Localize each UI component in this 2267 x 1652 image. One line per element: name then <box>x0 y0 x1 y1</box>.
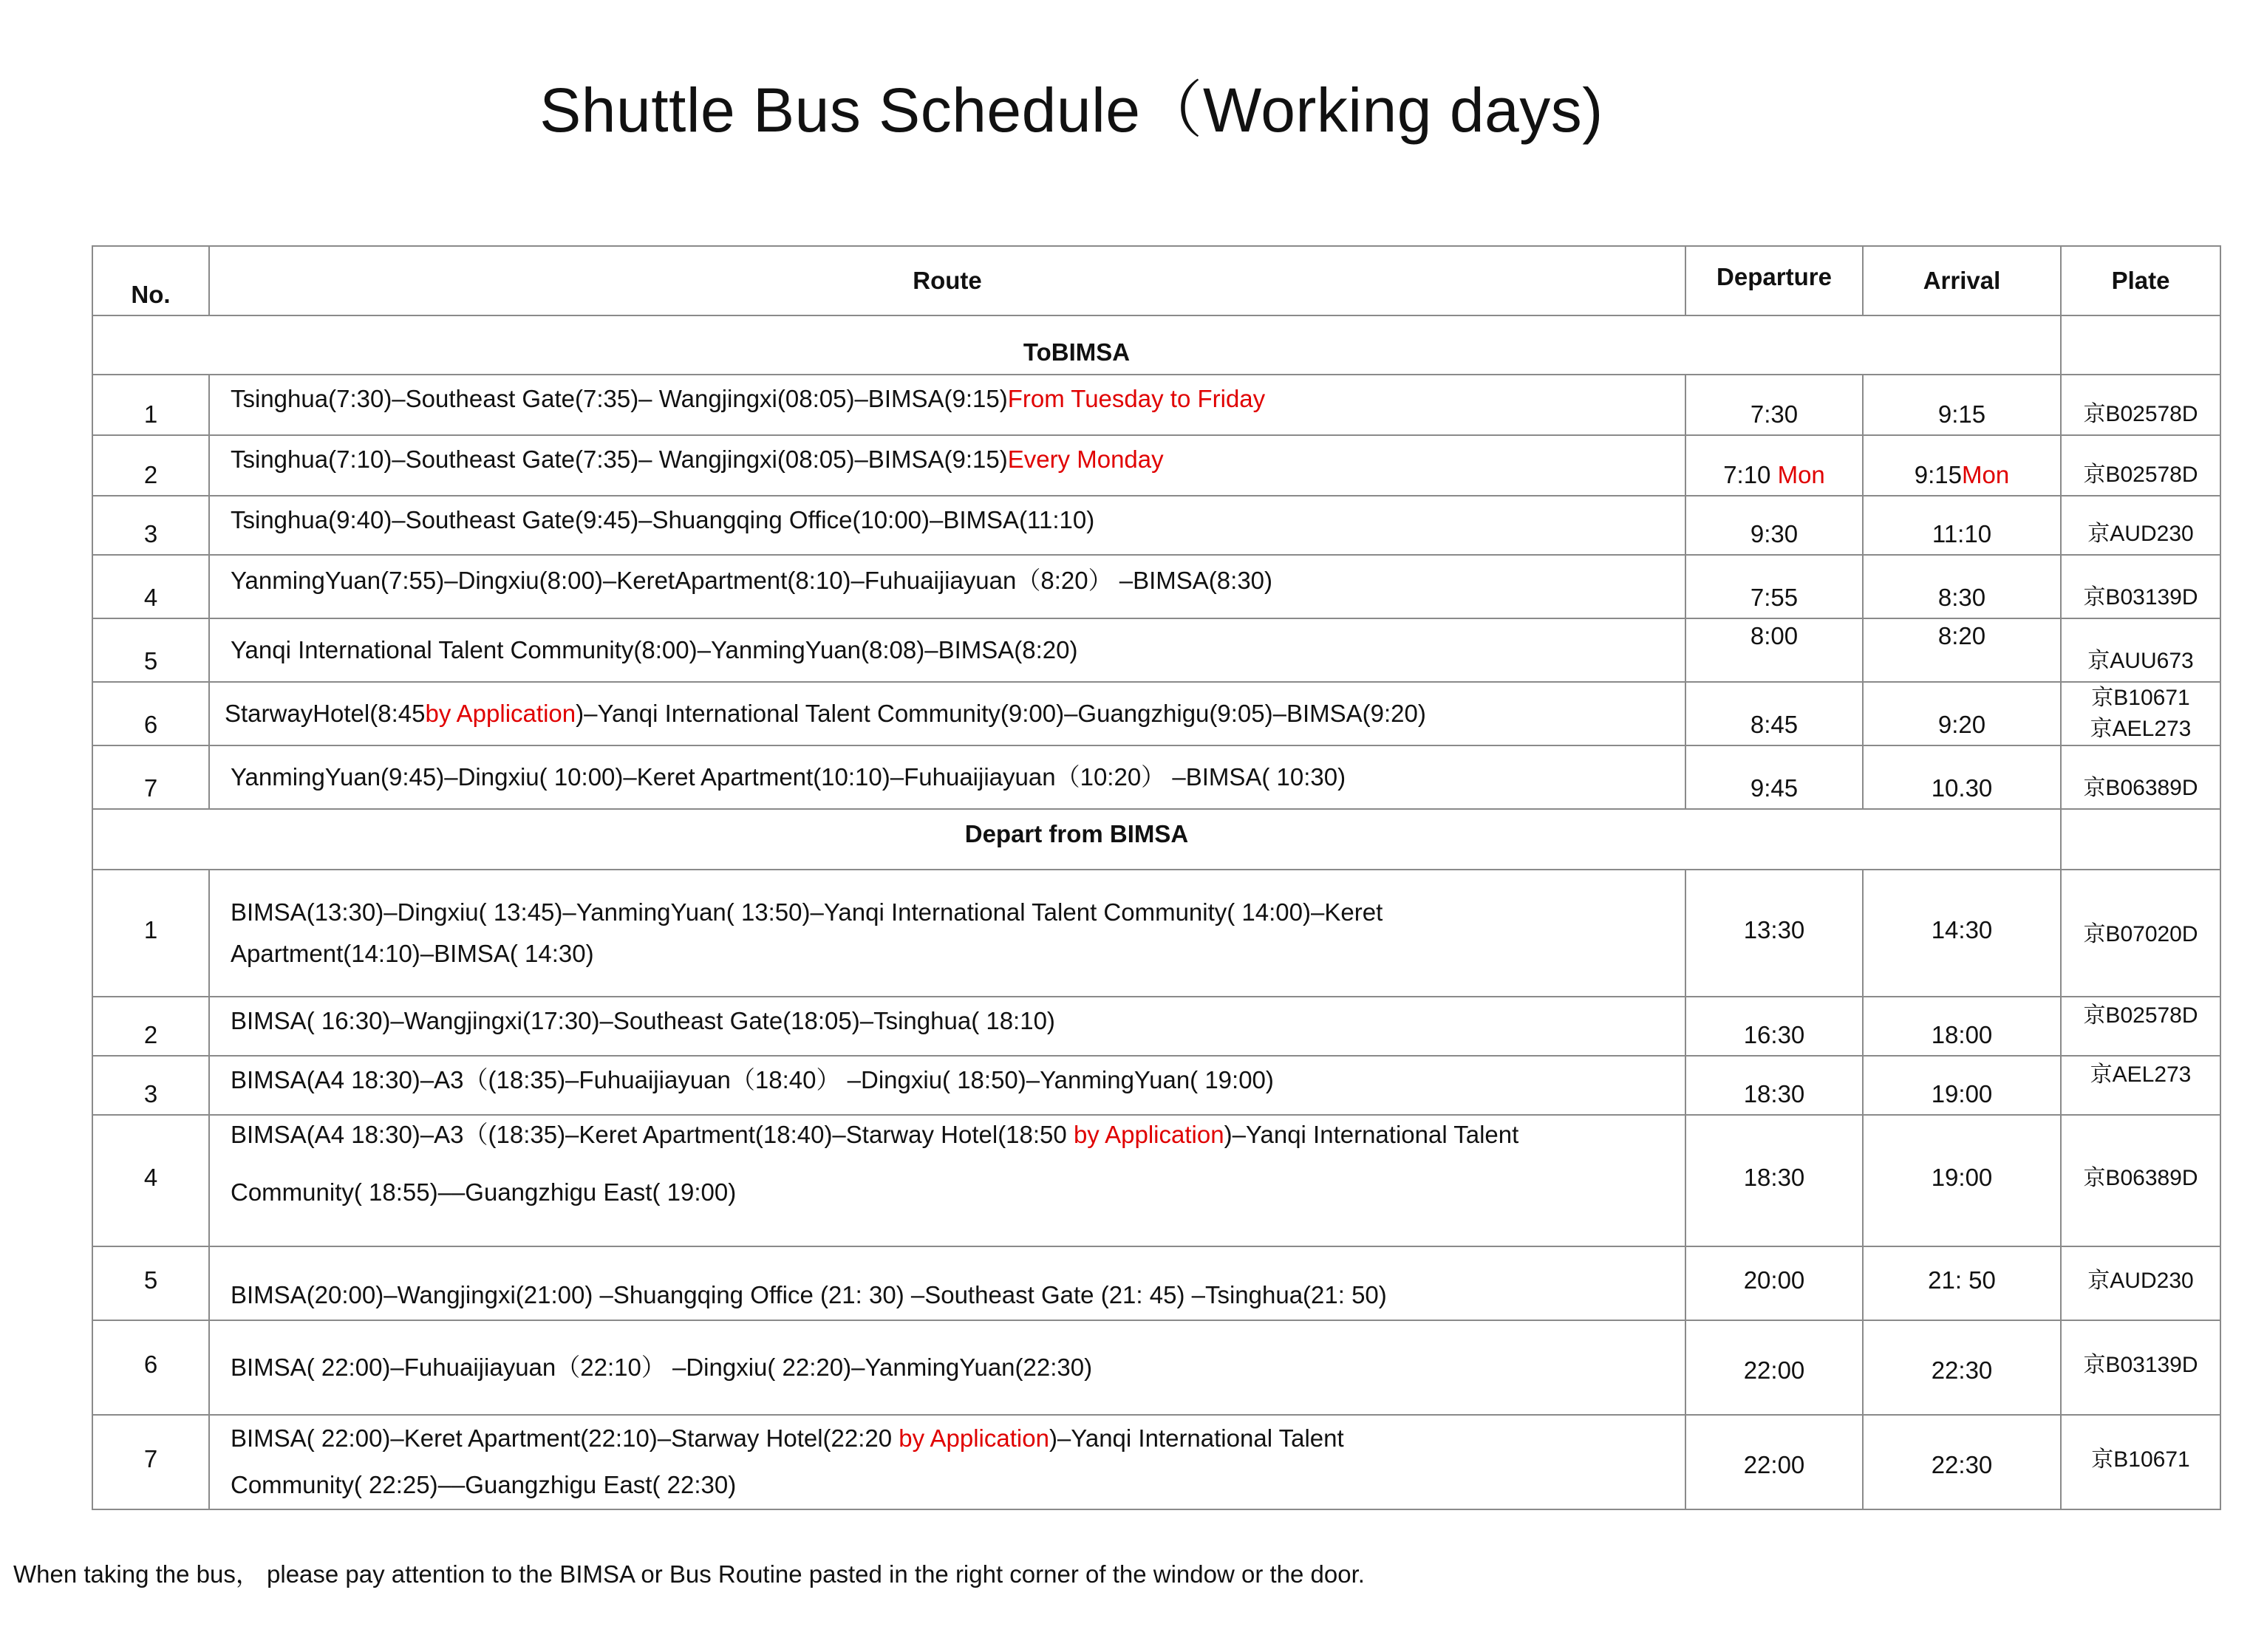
route-text: Tsinghua(7:10)–Southeast Gate(7:35)– Wangjingxi(08:05)–BIMSA(9:15) <box>231 446 1008 473</box>
schedule-table <box>92 245 2221 1510</box>
table-row <box>92 997 2220 1056</box>
row-number: 4 <box>92 1115 209 1246</box>
row-number: 6 <box>92 682 209 745</box>
page-title: Shuttle Bus Schedule（Working days) <box>539 75 1603 145</box>
arrival-time: 8:30 <box>1863 555 2061 618</box>
arrival-time: 11:10 <box>1863 496 2061 555</box>
arrival-time: 19:00 <box>1863 1056 2061 1115</box>
row-number: 4 <box>92 555 209 618</box>
plate-number: 京B02578D <box>2061 997 2220 1056</box>
plate-number: 京AUD230 <box>2061 496 2220 555</box>
row-number: 3 <box>92 1056 209 1115</box>
table-row <box>92 1115 2220 1246</box>
table-row <box>92 555 2220 618</box>
route-line1 <box>231 1117 1679 1153</box>
route-text-end: )–Yanqi International Talent Community(9:00)–Guangzhigu(9:05)–BIMSA(9:20) <box>576 699 1426 727</box>
plate-number: 京B07020D <box>2061 870 2220 997</box>
table-row <box>92 435 2220 496</box>
arrival-time: 9:15 <box>1863 375 2061 435</box>
table-row <box>92 496 2220 555</box>
header-row <box>92 246 2220 315</box>
plate-number-2: 京AEL273 <box>2090 717 2192 741</box>
departure-time: 16:30 <box>1685 997 1863 1056</box>
plate-number: 京B03139D <box>2061 555 2220 618</box>
row-number: 6 <box>92 1320 209 1415</box>
row-number: 2 <box>92 435 209 496</box>
row-number: 5 <box>92 1246 209 1320</box>
table-row <box>92 682 2220 745</box>
departure-time: 22:00 <box>1685 1320 1863 1415</box>
table-row <box>92 1056 2220 1115</box>
route-text-end: )–Yanqi International Talent <box>1049 1424 1344 1453</box>
plate-number: 京AUU673 <box>2061 618 2220 682</box>
departure-time: 18:30 <box>1685 1056 1863 1115</box>
route-line1 <box>231 1419 1679 1458</box>
route-cell <box>209 1115 1685 1246</box>
route-text: BIMSA(A4 18:30)–A3（(18:35)–Fuhuaijiayuan（18:40） –Dingxiu( 18:50)–YanmingYuan( 19:00) <box>209 1056 1685 1115</box>
route-text: YanmingYuan(7:55)–Dingxiu(8:00)–KeretApartment(8:10)–Fuhuaijiayuan（8:20） –BIMSA(8:30) <box>209 555 1685 618</box>
table-row <box>92 1320 2220 1415</box>
plate-number: 京B02578D <box>2061 375 2220 435</box>
departure-time: 20:00 <box>1685 1246 1863 1320</box>
table-row <box>92 375 2220 435</box>
header-departure: Departure <box>1685 246 1863 315</box>
route-cell <box>209 375 1685 435</box>
route-cell <box>209 870 1685 997</box>
row-number: 5 <box>92 618 209 682</box>
departure-cell <box>1685 435 1863 496</box>
header-arrival: Arrival <box>1863 246 2061 315</box>
route-note: by Application <box>1073 1121 1224 1148</box>
route-text: Yanqi International Talent Community(8:00)–YanmingYuan(8:08)–BIMSA(8:20) <box>209 618 1685 682</box>
arrival-time: 9:15 <box>1914 461 1963 488</box>
table-row <box>92 618 2220 682</box>
row-number: 1 <box>92 870 209 997</box>
section-label-to-bimsa: ToBIMSA <box>92 315 2061 375</box>
section-row-from-bimsa <box>92 809 2220 870</box>
table-row <box>92 870 2220 997</box>
row-number: 1 <box>92 375 209 435</box>
plate-number: 京B10671 <box>2091 686 2190 710</box>
arrival-note: Mon <box>1962 461 2010 488</box>
departure-time: 9:45 <box>1685 745 1863 809</box>
departure-time: 13:30 <box>1685 870 1863 997</box>
departure-time: 9:30 <box>1685 496 1863 555</box>
route-text-line2: Community( 22:25)––Guangzhigu East( 22:30) <box>231 1471 737 1498</box>
departure-time: 8:00 <box>1685 618 1863 682</box>
departure-time: 8:45 <box>1685 682 1863 745</box>
table-row <box>92 1415 2220 1509</box>
arrival-cell <box>1863 435 2061 496</box>
row-number: 7 <box>92 745 209 809</box>
departure-time: 7:10 <box>1723 461 1771 488</box>
route-text: StarwayHotel(8:45 <box>225 699 426 727</box>
plate-number: 京AUD230 <box>2061 1246 2220 1320</box>
route-text-line2: Apartment(14:10)–BIMSA( 14:30) <box>231 940 594 967</box>
arrival-time: 21: 50 <box>1863 1246 2061 1320</box>
route-text: BIMSA( 22:00)–Fuhuaijiayuan（22:10） –Dingxiu( 22:20)–YanmingYuan(22:30) <box>209 1320 1685 1415</box>
arrival-time: 10.30 <box>1863 745 2061 809</box>
arrival-time: 9:20 <box>1863 682 2061 745</box>
arrival-time: 8:20 <box>1863 618 2061 682</box>
plate-number: 京B02578D <box>2061 435 2220 496</box>
route-note: Every Monday <box>1007 446 1164 473</box>
route-text: BIMSA( 22:00)–Keret Apartment(22:10)–Starway Hotel(22:20 <box>231 1424 899 1453</box>
departure-time: 7:30 <box>1685 375 1863 435</box>
arrival-time: 18:00 <box>1863 997 2061 1056</box>
arrival-time: 19:00 <box>1863 1115 2061 1246</box>
route-text: BIMSA(20:00)–Wangjingxi(21:00) –Shuangqing Office (21: 30) –Southeast Gate (21: 45) –Tsinghua(21: 50) <box>209 1246 1685 1320</box>
arrival-time: 22:30 <box>1863 1415 2061 1509</box>
route-note: by Application <box>425 699 576 727</box>
footnote: When taking the bus， please pay attention to the BIMSA or Bus Routine pasted in the right corner of the window or the door. <box>13 1560 1365 1588</box>
route-cell <box>209 682 1685 745</box>
route-text: BIMSA(13:30)–Dingxiu( 13:45)–YanmingYuan( 13:50)–Yanqi International Talent Community( 14:00)–Keret <box>231 898 1383 926</box>
header-route: Route <box>209 246 1685 315</box>
plate-number: 京B06389D <box>2061 1115 2220 1246</box>
route-text: BIMSA(A4 18:30)–A3（(18:35)–Keret Apartment(18:40)–Starway Hotel(18:50 <box>231 1121 1074 1148</box>
departure-time: 7:55 <box>1685 555 1863 618</box>
plate-number: 京B10671 <box>2061 1415 2220 1509</box>
route-note: From Tuesday to Friday <box>1007 385 1266 412</box>
route-cell <box>209 1415 1685 1509</box>
route-note: by Application <box>899 1424 1049 1453</box>
route-text-line2: Community( 18:55)––Guangzhigu East( 19:00) <box>231 1178 737 1206</box>
departure-time: 22:00 <box>1685 1415 1863 1509</box>
header-no: No. <box>92 246 209 315</box>
route-text: YanmingYuan(9:45)–Dingxiu( 10:00)–Keret Apartment(10:10)–Fuhuaijiayuan（10:20） –BIMSA( 10:30) <box>209 745 1685 809</box>
route-text: Tsinghua(9:40)–Southeast Gate(9:45)–Shuangqing Office(10:00)–BIMSA(11:10) <box>209 496 1685 555</box>
header-plate: Plate <box>2061 246 2220 315</box>
section-label-from-bimsa: Depart from BIMSA <box>92 809 2061 870</box>
section-row-to-bimsa <box>92 315 2220 375</box>
plate-number: 京AEL273 <box>2061 1056 2220 1115</box>
departure-note: Mon <box>1777 461 1825 488</box>
table-row <box>92 745 2220 809</box>
row-number: 2 <box>92 997 209 1056</box>
plate-cell <box>2061 682 2220 745</box>
plate-number: 京B03139D <box>2061 1320 2220 1415</box>
route-text: BIMSA( 16:30)–Wangjingxi(17:30)–Southeast Gate(18:05)–Tsinghua( 18:10) <box>209 997 1685 1056</box>
table-row <box>92 1246 2220 1320</box>
row-number: 7 <box>92 1415 209 1509</box>
route-text-end: )–Yanqi International Talent <box>1224 1121 1519 1148</box>
row-number: 3 <box>92 496 209 555</box>
route-text: Tsinghua(7:30)–Southeast Gate(7:35)– Wangjingxi(08:05)–BIMSA(9:15) <box>231 385 1008 412</box>
route-cell <box>209 435 1685 496</box>
arrival-time: 22:30 <box>1863 1320 2061 1415</box>
arrival-time: 14:30 <box>1863 870 2061 997</box>
plate-number: 京B06389D <box>2061 745 2220 809</box>
departure-time: 18:30 <box>1685 1115 1863 1246</box>
